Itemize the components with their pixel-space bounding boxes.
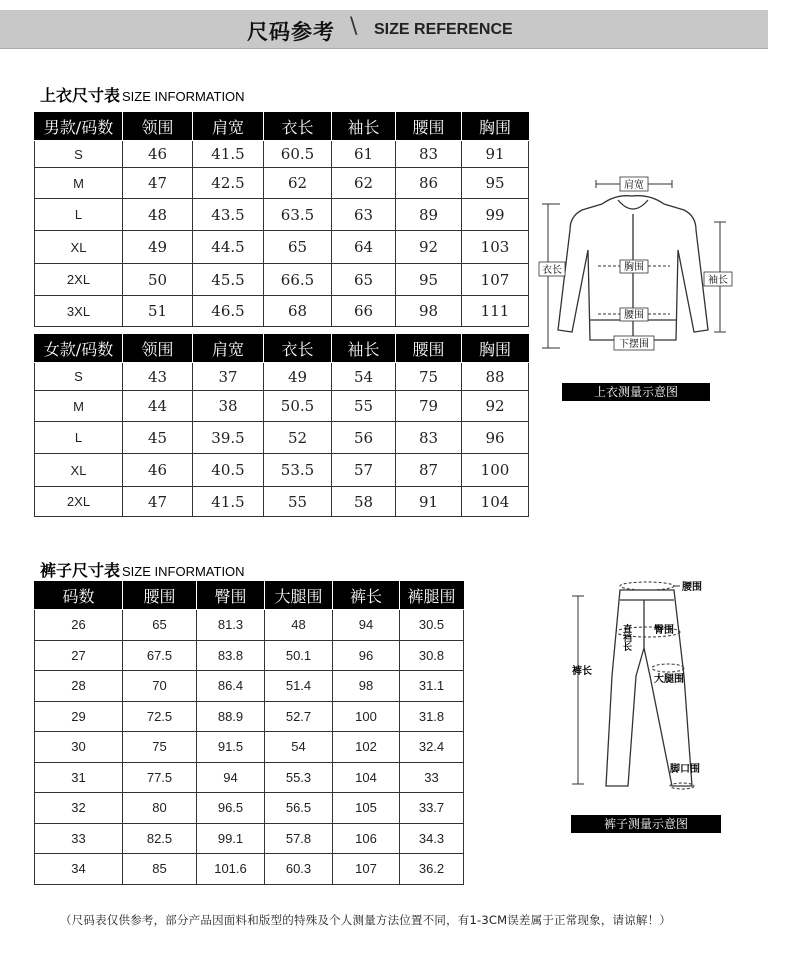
table-row xyxy=(35,264,529,296)
table-row xyxy=(35,762,464,793)
value-cell: 105 xyxy=(333,793,400,824)
value-cell: 62 xyxy=(332,168,396,199)
value-cell: 83 xyxy=(396,422,462,454)
value-cell: 39.5 xyxy=(193,422,264,454)
value-cell: 46 xyxy=(123,141,193,168)
value-cell: 104 xyxy=(462,487,529,517)
column-header: 臀围 xyxy=(197,582,265,610)
value-cell: 96 xyxy=(333,640,400,671)
table-row xyxy=(35,422,529,454)
value-cell: 91.5 xyxy=(197,732,265,763)
value-cell: 56 xyxy=(332,422,396,454)
size-cell: 28 xyxy=(35,671,123,702)
value-cell: 87 xyxy=(396,454,462,487)
size-cell: 2XL xyxy=(35,487,123,517)
value-cell: 49 xyxy=(123,231,193,264)
banner-slash: \ xyxy=(350,14,358,39)
value-cell: 30.5 xyxy=(400,610,464,641)
shirt-measurement-diagram xyxy=(536,170,736,360)
size-cell: 2XL xyxy=(35,264,123,296)
pants-rise-label: 直裆长 xyxy=(621,624,631,651)
value-cell: 79 xyxy=(396,391,462,422)
table-row xyxy=(35,199,529,231)
value-cell: 98 xyxy=(333,671,400,702)
value-cell: 55 xyxy=(264,487,332,517)
pants-diagram-caption: 裤子测量示意图 xyxy=(571,815,721,833)
table-row xyxy=(35,391,529,422)
pants-size-table xyxy=(34,581,464,885)
value-cell: 30.8 xyxy=(400,640,464,671)
value-cell: 86 xyxy=(396,168,462,199)
value-cell: 57.8 xyxy=(265,823,333,854)
value-cell: 91 xyxy=(396,487,462,517)
size-cell: L xyxy=(35,199,123,231)
value-cell: 66.5 xyxy=(264,264,332,296)
value-cell: 104 xyxy=(333,762,400,793)
column-header: 肩宽 xyxy=(193,113,264,141)
column-header: 裤腿围 xyxy=(400,582,464,610)
value-cell: 94 xyxy=(333,610,400,641)
value-cell: 61 xyxy=(332,141,396,168)
column-header: 肩宽 xyxy=(193,335,264,363)
value-cell: 49 xyxy=(264,363,332,391)
top-section-title-cn: 上衣尺寸表 xyxy=(40,86,121,105)
value-cell: 65 xyxy=(264,231,332,264)
size-cell: XL xyxy=(35,231,123,264)
men-size-table xyxy=(34,112,529,327)
size-cell: 3XL xyxy=(35,296,123,327)
table-row xyxy=(35,231,529,264)
value-cell: 55 xyxy=(332,391,396,422)
value-cell: 70 xyxy=(123,671,197,702)
value-cell: 57 xyxy=(332,454,396,487)
value-cell: 43 xyxy=(123,363,193,391)
value-cell: 64 xyxy=(332,231,396,264)
waist-label: 腰围 xyxy=(624,310,644,321)
pants-waist-label: 腰围 xyxy=(682,582,702,593)
size-cell: 31 xyxy=(35,762,123,793)
table-header-row xyxy=(35,582,464,610)
size-cell: 27 xyxy=(35,640,123,671)
hem-label: 下摆围 xyxy=(619,339,649,350)
value-cell: 60.5 xyxy=(264,141,332,168)
value-cell: 31.1 xyxy=(400,671,464,702)
value-cell: 75 xyxy=(123,732,197,763)
value-cell: 47 xyxy=(123,168,193,199)
size-cell: XL xyxy=(35,454,123,487)
value-cell: 96.5 xyxy=(197,793,265,824)
column-header: 腰围 xyxy=(396,113,462,141)
table-row xyxy=(35,141,529,168)
value-cell: 56.5 xyxy=(265,793,333,824)
size-cell: 30 xyxy=(35,732,123,763)
value-cell: 52.7 xyxy=(265,701,333,732)
value-cell: 63 xyxy=(332,199,396,231)
pants-hem-label: 脚口围 xyxy=(670,764,700,775)
value-cell: 47 xyxy=(123,487,193,517)
value-cell: 94 xyxy=(197,762,265,793)
column-header: 男款/码数 xyxy=(35,113,123,141)
value-cell: 44 xyxy=(123,391,193,422)
value-cell: 95 xyxy=(462,168,529,199)
table-row xyxy=(35,732,464,763)
table-row xyxy=(35,363,529,391)
value-cell: 34.3 xyxy=(400,823,464,854)
value-cell: 101.6 xyxy=(197,854,265,885)
size-cell: 26 xyxy=(35,610,123,641)
value-cell: 72.5 xyxy=(123,701,197,732)
value-cell: 41.5 xyxy=(193,141,264,168)
value-cell: 88.9 xyxy=(197,701,265,732)
value-cell: 99 xyxy=(462,199,529,231)
value-cell: 99.1 xyxy=(197,823,265,854)
top-section-title xyxy=(40,83,245,106)
value-cell: 48 xyxy=(265,610,333,641)
shoulder-label: 肩宽 xyxy=(624,180,644,191)
pants-measurement-diagram xyxy=(562,576,732,801)
column-header: 大腿围 xyxy=(265,582,333,610)
value-cell: 54 xyxy=(332,363,396,391)
table-row xyxy=(35,671,464,702)
pants-illustration xyxy=(606,590,692,786)
shirt-diagram-caption: 上衣测量示意图 xyxy=(562,383,710,401)
top-section-title-en: SIZE INFORMATION xyxy=(122,89,245,104)
value-cell: 83 xyxy=(396,141,462,168)
value-cell: 83.8 xyxy=(197,640,265,671)
value-cell: 51.4 xyxy=(265,671,333,702)
table-row xyxy=(35,454,529,487)
value-cell: 92 xyxy=(462,391,529,422)
value-cell: 43.5 xyxy=(193,199,264,231)
size-cell: S xyxy=(35,363,123,391)
pants-section-title-cn: 裤子尺寸表 xyxy=(40,561,121,580)
value-cell: 91 xyxy=(462,141,529,168)
value-cell: 48 xyxy=(123,199,193,231)
value-cell: 103 xyxy=(462,231,529,264)
value-cell: 50.5 xyxy=(264,391,332,422)
table-row xyxy=(35,793,464,824)
value-cell: 66 xyxy=(332,296,396,327)
pants-thigh-label: 大腿围 xyxy=(654,674,684,685)
value-cell: 45.5 xyxy=(193,264,264,296)
size-cell: 33 xyxy=(35,823,123,854)
column-header: 领围 xyxy=(123,335,193,363)
value-cell: 60.3 xyxy=(265,854,333,885)
length-label: 衣长 xyxy=(542,265,562,276)
value-cell: 100 xyxy=(462,454,529,487)
banner-title-cn: 尺码参考 xyxy=(247,20,335,44)
women-size-table xyxy=(34,334,529,517)
value-cell: 41.5 xyxy=(193,487,264,517)
value-cell: 55.3 xyxy=(265,762,333,793)
value-cell: 92 xyxy=(396,231,462,264)
value-cell: 33 xyxy=(400,762,464,793)
value-cell: 46.5 xyxy=(193,296,264,327)
header-banner xyxy=(0,10,768,49)
value-cell: 85 xyxy=(123,854,197,885)
value-cell: 37 xyxy=(193,363,264,391)
value-cell: 107 xyxy=(462,264,529,296)
value-cell: 95 xyxy=(396,264,462,296)
value-cell: 36.2 xyxy=(400,854,464,885)
pants-length-label: 裤长 xyxy=(572,666,592,677)
pants-section-title-en: SIZE INFORMATION xyxy=(122,564,245,579)
column-header: 女款/码数 xyxy=(35,335,123,363)
column-header: 腰围 xyxy=(123,582,197,610)
column-header: 裤长 xyxy=(333,582,400,610)
value-cell: 58 xyxy=(332,487,396,517)
value-cell: 40.5 xyxy=(193,454,264,487)
value-cell: 81.3 xyxy=(197,610,265,641)
value-cell: 96 xyxy=(462,422,529,454)
sleeve-label: 袖长 xyxy=(708,275,728,286)
table-row xyxy=(35,701,464,732)
value-cell: 86.4 xyxy=(197,671,265,702)
size-cell: M xyxy=(35,168,123,199)
value-cell: 82.5 xyxy=(123,823,197,854)
size-cell: L xyxy=(35,422,123,454)
table-row xyxy=(35,640,464,671)
table-row xyxy=(35,296,529,327)
size-cell: 29 xyxy=(35,701,123,732)
column-header: 胸围 xyxy=(462,335,529,363)
value-cell: 62 xyxy=(264,168,332,199)
value-cell: 65 xyxy=(123,610,197,641)
value-cell: 98 xyxy=(396,296,462,327)
value-cell: 63.5 xyxy=(264,199,332,231)
pants-dimension-lines xyxy=(572,582,694,789)
value-cell: 65 xyxy=(332,264,396,296)
value-cell: 42.5 xyxy=(193,168,264,199)
value-cell: 77.5 xyxy=(123,762,197,793)
size-cell: M xyxy=(35,391,123,422)
column-header: 码数 xyxy=(35,582,123,610)
value-cell: 67.5 xyxy=(123,640,197,671)
column-header: 袖长 xyxy=(332,335,396,363)
table-row xyxy=(35,854,464,885)
banner-title-en: SIZE REFERENCE xyxy=(374,21,513,38)
value-cell: 75 xyxy=(396,363,462,391)
value-cell: 52 xyxy=(264,422,332,454)
column-header: 袖长 xyxy=(332,113,396,141)
value-cell: 50.1 xyxy=(265,640,333,671)
chest-label: 胸围 xyxy=(624,262,644,273)
table-row xyxy=(35,487,529,517)
size-cell: 32 xyxy=(35,793,123,824)
table-row xyxy=(35,610,464,641)
table-header-row xyxy=(35,335,529,363)
value-cell: 111 xyxy=(462,296,529,327)
value-cell: 44.5 xyxy=(193,231,264,264)
table-row xyxy=(35,823,464,854)
column-header: 衣长 xyxy=(264,113,332,141)
value-cell: 102 xyxy=(333,732,400,763)
value-cell: 107 xyxy=(333,854,400,885)
column-header: 衣长 xyxy=(264,335,332,363)
value-cell: 106 xyxy=(333,823,400,854)
value-cell: 31.8 xyxy=(400,701,464,732)
value-cell: 32.4 xyxy=(400,732,464,763)
value-cell: 53.5 xyxy=(264,454,332,487)
size-cell: 34 xyxy=(35,854,123,885)
value-cell: 89 xyxy=(396,199,462,231)
column-header: 腰围 xyxy=(396,335,462,363)
value-cell: 50 xyxy=(123,264,193,296)
column-header: 胸围 xyxy=(462,113,529,141)
pants-section-title xyxy=(40,558,245,581)
value-cell: 46 xyxy=(123,454,193,487)
pants-hip-label: 臀围 xyxy=(654,625,674,636)
table-header-row xyxy=(35,113,529,141)
value-cell: 88 xyxy=(462,363,529,391)
value-cell: 51 xyxy=(123,296,193,327)
value-cell: 38 xyxy=(193,391,264,422)
size-cell: S xyxy=(35,141,123,168)
footer-note: （尺码表仅供参考，部分产品因面料和版型的特殊及个人测量方法位置不同，有1-3CM误差属于正常现象，请谅解！） xyxy=(60,913,672,927)
value-cell: 45 xyxy=(123,422,193,454)
value-cell: 33.7 xyxy=(400,793,464,824)
value-cell: 68 xyxy=(264,296,332,327)
value-cell: 100 xyxy=(333,701,400,732)
value-cell: 80 xyxy=(123,793,197,824)
value-cell: 54 xyxy=(265,732,333,763)
column-header: 领围 xyxy=(123,113,193,141)
table-row xyxy=(35,168,529,199)
